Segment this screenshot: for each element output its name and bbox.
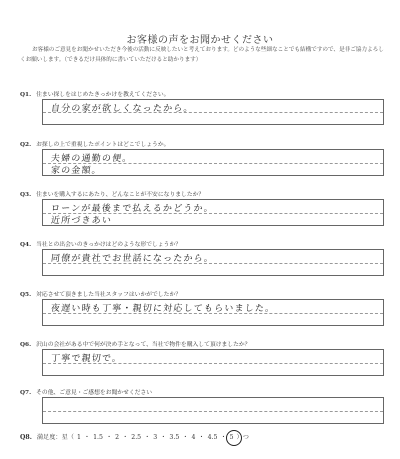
question-number: Q7. [20, 390, 32, 396]
rating-option-2[interactable]: 2 [115, 434, 120, 441]
rating-option-1[interactable]: 1 [76, 434, 81, 441]
question-text: 住まいを購入するにあたり、どんなことが不安になりましたか？ [36, 192, 205, 198]
answer-box-5[interactable] [42, 299, 384, 326]
answer-box-7[interactable] [42, 397, 384, 424]
question-number: Q4. [20, 242, 32, 248]
answer-text: 夜遅い時も丁寧・親切に対応してもらいました。 [50, 304, 276, 314]
page-title: お客様の声をお聞かせください [126, 35, 274, 46]
question-8-satisfaction [20, 432, 249, 441]
answer-text: 自分の家が欲しくなったから。 [50, 104, 195, 114]
satisfaction-options [74, 434, 237, 441]
answer-text: 丁寧で親切で。 [50, 354, 123, 364]
question-number: Q3. [20, 192, 32, 198]
ruled-line [43, 411, 383, 412]
answer-text: 近所づきあい [50, 216, 113, 226]
rating-option-2-5[interactable]: 2.5 [131, 434, 142, 441]
question-2 [20, 139, 380, 148]
rating-option-3-5[interactable]: 3.5 [169, 434, 180, 441]
question-number: Q8. [20, 434, 32, 441]
question-6 [20, 339, 380, 348]
rating-option-5[interactable]: 5 [229, 434, 234, 441]
question-text: 住まい探しをはじめたきっかけを教えてください。 [36, 92, 170, 98]
option-separator: ・ [220, 434, 227, 441]
answer-text: 夫婦の通勤の便。 [50, 154, 133, 164]
question-number: Q1. [20, 92, 32, 98]
option-separator: ・ [83, 434, 91, 441]
rating-option-4-5[interactable]: 4.5 [207, 434, 218, 441]
answer-box-2[interactable] [42, 149, 384, 176]
satisfaction-label: 満足度：星（ [36, 434, 74, 441]
rating-option-1-5[interactable]: 1.5 [93, 434, 103, 441]
question-7 [20, 387, 380, 396]
answer-box-4[interactable] [42, 249, 384, 276]
answer-box-6[interactable] [42, 349, 384, 376]
question-4 [20, 239, 380, 248]
answer-text: ローンが最後まで払えるかどうか。 [50, 204, 215, 214]
option-separator: ・ [160, 434, 167, 441]
option-separator: ・ [105, 434, 113, 441]
question-number: Q6. [20, 342, 32, 348]
question-text: 対応させて頂きました当社スタッフはいかがでしたか？ [36, 292, 182, 298]
answer-text: 同僚が貴社でお世話になったから。 [50, 254, 215, 264]
question-number: Q5. [20, 292, 32, 298]
question-number: Q2. [20, 142, 32, 148]
rating-option-4[interactable]: 4 [191, 434, 196, 441]
question-text: 当社との出会いのきっかけはどのような形でしょうか？ [36, 242, 182, 248]
question-text: 沢山の会社がある中で何が決め手となって、当社で物件を購入して頂けましたか？ [36, 342, 251, 348]
question-1 [20, 89, 380, 98]
question-3 [20, 189, 380, 198]
answer-box-1[interactable] [42, 99, 384, 125]
option-separator: ・ [182, 434, 189, 441]
rating-option-3[interactable]: 3 [153, 434, 158, 441]
question-text: その他、ご意見・ご感想をお聞かせください [36, 390, 153, 396]
option-separator: ・ [122, 434, 129, 441]
question-5 [20, 289, 380, 298]
option-separator: ・ [198, 434, 205, 441]
question-text: お探しの上で重視したポイントはどこでしょうか。 [36, 142, 170, 148]
satisfaction-suffix: ）つ [236, 434, 249, 441]
option-separator: ・ [144, 434, 151, 441]
answer-box-3[interactable] [42, 199, 384, 226]
intro-text: お客様のご意見をお聞かせいただき今後の活動に反映したいと考えております。どのような些細なことでも結構ですので、是非ご協力よろしくお願いします。（できるだけ具体的に書いていただけると助かります） [20, 47, 384, 63]
answer-text: 家の金額。 [50, 166, 103, 176]
